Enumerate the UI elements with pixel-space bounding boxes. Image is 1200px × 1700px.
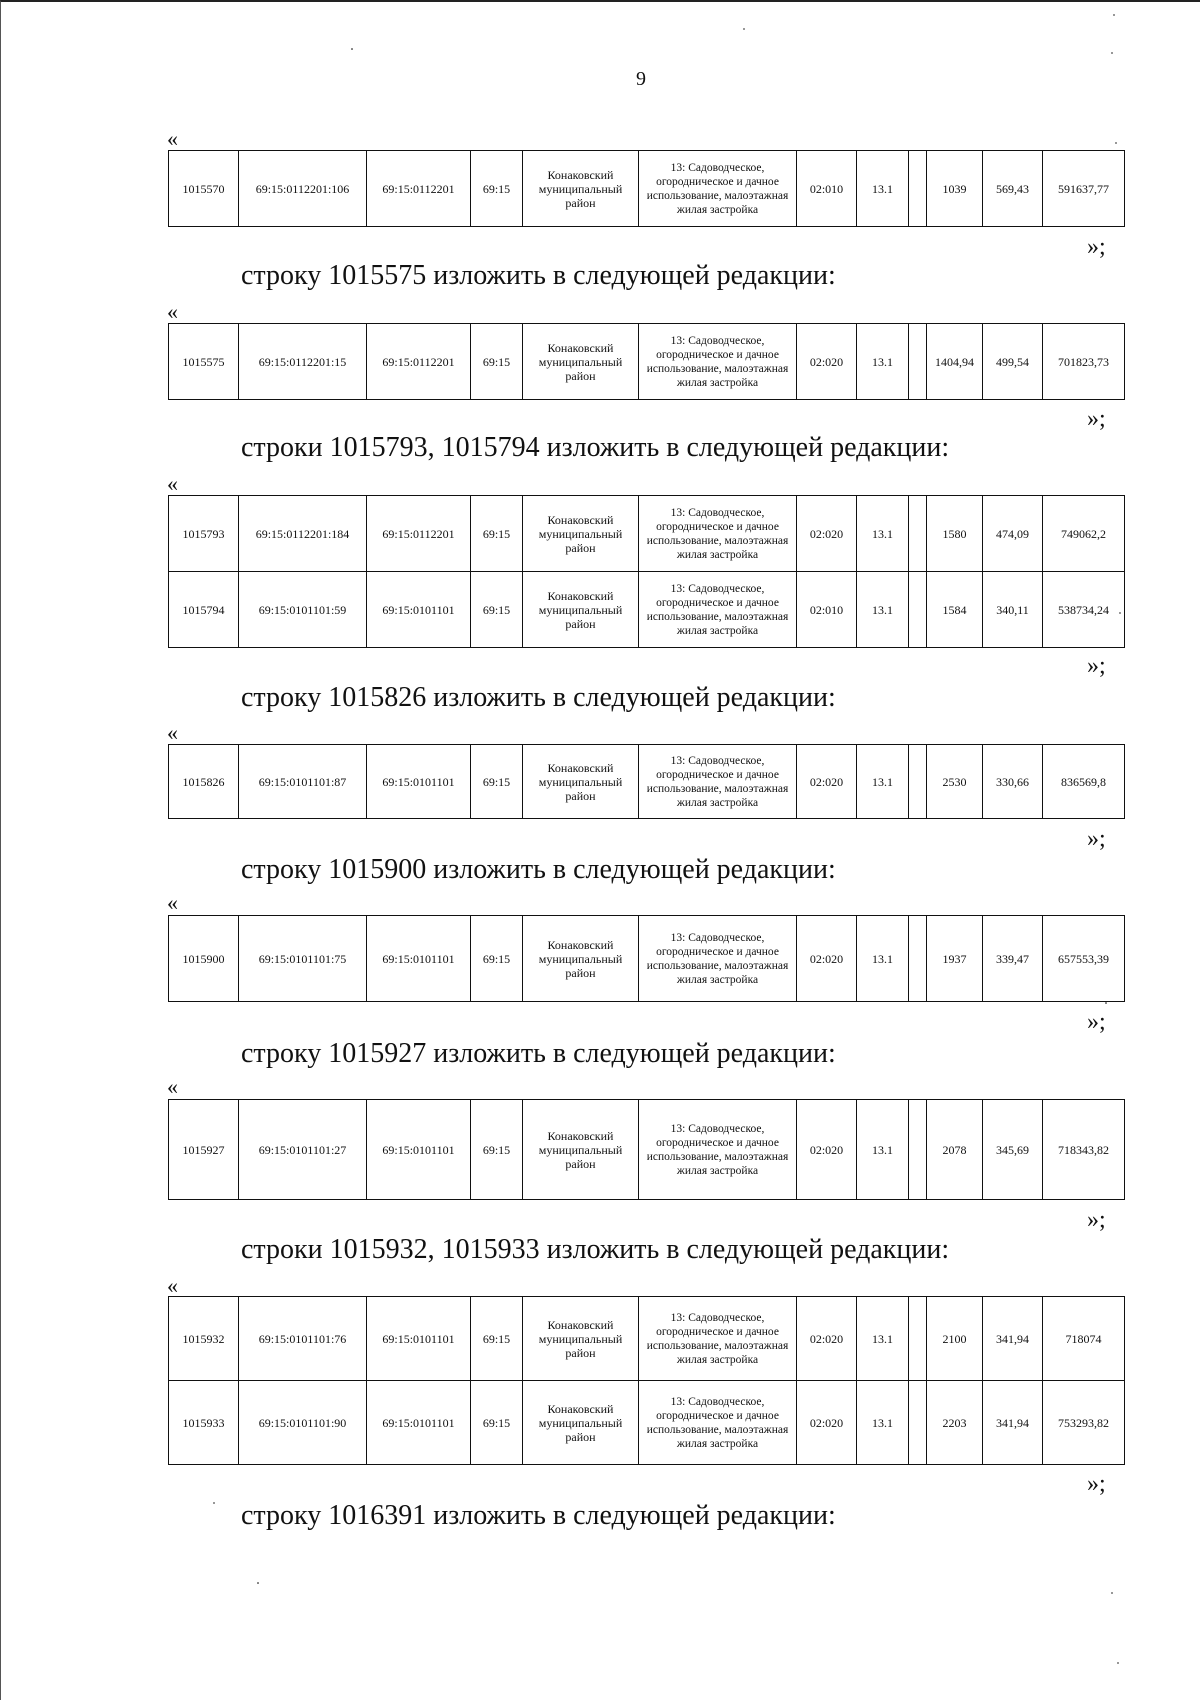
amendment-heading: строку 1015575 изложить в следующей редакции:: [241, 260, 836, 291]
amendment-heading: строку 1015900 изложить в следующей редакции:: [241, 854, 836, 885]
cadastral-table: [168, 150, 1125, 227]
cell-row-number: 1015826: [169, 745, 239, 819]
cell-cadastral-number: 69:15:0101101:75: [239, 916, 367, 1002]
scan-speck: [1119, 612, 1121, 614]
cell-area: 2203: [927, 1381, 983, 1465]
amendment-heading: строку 1015927 изложить в следующей редакции:: [241, 1038, 836, 1069]
cell-cadastral-block: 69:15:0101101: [367, 916, 471, 1002]
cell-specific-value: 474,09: [983, 496, 1043, 572]
cell-code: 02:020: [797, 496, 857, 572]
cell-municipality: Конаковский муниципальный район: [523, 324, 639, 400]
cell-usage-group: 13: Садоводческое, огородническое и дачное использование, малоэтажная жилая застройка: [639, 572, 797, 648]
cell-cadastral-block: 69:15:0101101: [367, 572, 471, 648]
cell-cadastral-value: 753293,82: [1043, 1381, 1125, 1465]
cell-subgroup: 13.1: [857, 1381, 909, 1465]
cell-district-code: 69:15: [471, 1297, 523, 1381]
cell-cadastral-block: 69:15:0101101: [367, 1100, 471, 1200]
amendment-heading: строки 1015793, 1015794 изложить в следующей редакции:: [241, 432, 950, 463]
cell-row-number: 1015570: [169, 151, 239, 227]
cell-cadastral-value: 836569,8: [1043, 745, 1125, 819]
cell-area: 2078: [927, 1100, 983, 1200]
cell-subgroup: 13.1: [857, 1297, 909, 1381]
scan-speck: [1115, 142, 1117, 144]
cell-subgroup: 13.1: [857, 572, 909, 648]
cell-subgroup: 13.1: [857, 324, 909, 400]
table-row: [169, 572, 1125, 648]
cell-code: 02:020: [797, 1297, 857, 1381]
cell-code: 02:020: [797, 1100, 857, 1200]
scan-speck: [1117, 1662, 1119, 1664]
cell-code: 02:020: [797, 916, 857, 1002]
cell-empty-cell: [909, 1100, 927, 1200]
cell-municipality: Конаковский муниципальный район: [523, 1297, 639, 1381]
cell-area: 1039: [927, 151, 983, 227]
scan-speck: [1111, 1592, 1113, 1594]
cell-district-code: 69:15: [471, 1100, 523, 1200]
opening-quote: «: [167, 299, 178, 324]
table-row: [169, 1381, 1125, 1465]
cell-usage-group: 13: Садоводческое, огородническое и дачное использование, малоэтажная жилая застройка: [639, 745, 797, 819]
scan-speck: [351, 48, 353, 50]
cell-cadastral-block: 69:15:0112201: [367, 324, 471, 400]
cadastral-table: [168, 915, 1125, 1002]
cell-cadastral-block: 69:15:0101101: [367, 745, 471, 819]
cell-municipality: Конаковский муниципальный район: [523, 1381, 639, 1465]
cell-specific-value: 499,54: [983, 324, 1043, 400]
cell-specific-value: 345,69: [983, 1100, 1043, 1200]
cell-usage-group: 13: Садоводческое, огородническое и дачное использование, малоэтажная жилая застройка: [639, 1100, 797, 1200]
amendment-heading: строку 1016391 изложить в следующей редакции:: [241, 1500, 836, 1531]
scan-speck: [1111, 52, 1113, 54]
table-row: [169, 1100, 1125, 1200]
cell-empty-cell: [909, 151, 927, 227]
cell-code: 02:020: [797, 324, 857, 400]
table-row: [169, 151, 1125, 227]
closing-quote: »;: [1087, 234, 1106, 260]
cell-cadastral-value: 657553,39: [1043, 916, 1125, 1002]
cell-specific-value: 341,94: [983, 1381, 1043, 1465]
cell-row-number: 1015793: [169, 496, 239, 572]
cell-cadastral-number: 69:15:0112201:184: [239, 496, 367, 572]
opening-quote: «: [167, 471, 178, 496]
cell-specific-value: 340,11: [983, 572, 1043, 648]
cell-subgroup: 13.1: [857, 745, 909, 819]
cell-area: 2530: [927, 745, 983, 819]
cell-empty-cell: [909, 324, 927, 400]
cell-specific-value: 569,43: [983, 151, 1043, 227]
cell-district-code: 69:15: [471, 916, 523, 1002]
cell-municipality: Конаковский муниципальный район: [523, 572, 639, 648]
closing-quote: »;: [1087, 826, 1106, 852]
scan-speck: [1113, 14, 1115, 16]
cell-usage-group: 13: Садоводческое, огородническое и дачное использование, малоэтажная жилая застройка: [639, 1297, 797, 1381]
scan-speck: [257, 1582, 259, 1584]
cell-cadastral-number: 69:15:0101101:90: [239, 1381, 367, 1465]
cell-subgroup: 13.1: [857, 916, 909, 1002]
amendment-heading: строку 1015826 изложить в следующей редакции:: [241, 682, 836, 713]
cell-cadastral-number: 69:15:0112201:15: [239, 324, 367, 400]
cell-row-number: 1015927: [169, 1100, 239, 1200]
cell-area: 1584: [927, 572, 983, 648]
cell-cadastral-value: 718343,82: [1043, 1100, 1125, 1200]
cell-municipality: Конаковский муниципальный район: [523, 745, 639, 819]
cell-cadastral-value: 718074: [1043, 1297, 1125, 1381]
cell-specific-value: 339,47: [983, 916, 1043, 1002]
cell-cadastral-value: 538734,24: [1043, 572, 1125, 648]
opening-quote: «: [167, 1273, 178, 1298]
cell-cadastral-block: 69:15:0101101: [367, 1381, 471, 1465]
closing-quote: »;: [1087, 1471, 1106, 1497]
table-row: [169, 745, 1125, 819]
cell-municipality: Конаковский муниципальный район: [523, 496, 639, 572]
cell-area: 1937: [927, 916, 983, 1002]
cell-cadastral-value: 749062,2: [1043, 496, 1125, 572]
cadastral-table: [168, 495, 1125, 648]
cadastral-table: [168, 1296, 1125, 1465]
cell-usage-group: 13: Садоводческое, огородническое и дачное использование, малоэтажная жилая застройка: [639, 324, 797, 400]
cell-usage-group: 13: Садоводческое, огородническое и дачное использование, малоэтажная жилая застройка: [639, 496, 797, 572]
cell-empty-cell: [909, 572, 927, 648]
opening-quote: «: [167, 720, 178, 745]
closing-quote: »;: [1087, 1207, 1106, 1233]
cell-cadastral-number: 69:15:0101101:76: [239, 1297, 367, 1381]
cell-district-code: 69:15: [471, 572, 523, 648]
cadastral-table: [168, 1099, 1125, 1200]
cell-area: 2100: [927, 1297, 983, 1381]
cell-cadastral-number: 69:15:0101101:59: [239, 572, 367, 648]
opening-quote: «: [167, 890, 178, 915]
scan-speck: [1105, 1002, 1107, 1004]
cell-row-number: 1015932: [169, 1297, 239, 1381]
cell-empty-cell: [909, 1381, 927, 1465]
cell-usage-group: 13: Садоводческое, огородническое и дачное использование, малоэтажная жилая застройка: [639, 1381, 797, 1465]
cell-district-code: 69:15: [471, 324, 523, 400]
closing-quote: »;: [1087, 1009, 1106, 1035]
cadastral-table: [168, 744, 1125, 819]
cell-cadastral-number: 69:15:0112201:106: [239, 151, 367, 227]
cell-row-number: 1015933: [169, 1381, 239, 1465]
cell-code: 02:020: [797, 745, 857, 819]
cell-cadastral-block: 69:15:0101101: [367, 1297, 471, 1381]
cell-subgroup: 13.1: [857, 151, 909, 227]
table-row: [169, 324, 1125, 400]
cell-district-code: 69:15: [471, 745, 523, 819]
cell-municipality: Конаковский муниципальный район: [523, 151, 639, 227]
cell-empty-cell: [909, 916, 927, 1002]
opening-quote: «: [167, 1074, 178, 1099]
amendment-heading: строки 1015932, 1015933 изложить в следующей редакции:: [241, 1234, 950, 1265]
cell-usage-group: 13: Садоводческое, огородническое и дачное использование, малоэтажная жилая застройка: [639, 151, 797, 227]
cell-area: 1580: [927, 496, 983, 572]
table-row: [169, 496, 1125, 572]
cell-empty-cell: [909, 496, 927, 572]
cell-subgroup: 13.1: [857, 1100, 909, 1200]
cell-cadastral-value: 701823,73: [1043, 324, 1125, 400]
opening-quote: «: [167, 126, 178, 151]
cell-cadastral-number: 69:15:0101101:27: [239, 1100, 367, 1200]
table-row: [169, 916, 1125, 1002]
cell-cadastral-block: 69:15:0112201: [367, 496, 471, 572]
cell-cadastral-number: 69:15:0101101:87: [239, 745, 367, 819]
cell-usage-group: 13: Садоводческое, огородническое и дачное использование, малоэтажная жилая застройка: [639, 916, 797, 1002]
cell-row-number: 1015575: [169, 324, 239, 400]
cell-municipality: Конаковский муниципальный район: [523, 916, 639, 1002]
scan-speck: [743, 28, 745, 30]
cell-empty-cell: [909, 745, 927, 819]
cadastral-table: [168, 323, 1125, 400]
cell-cadastral-block: 69:15:0112201: [367, 151, 471, 227]
cell-empty-cell: [909, 1297, 927, 1381]
cell-specific-value: 341,94: [983, 1297, 1043, 1381]
cell-area: 1404,94: [927, 324, 983, 400]
scan-speck: [213, 1502, 215, 1504]
cell-district-code: 69:15: [471, 151, 523, 227]
closing-quote: »;: [1087, 653, 1106, 679]
cell-municipality: Конаковский муниципальный район: [523, 1100, 639, 1200]
cell-cadastral-value: 591637,77: [1043, 151, 1125, 227]
cell-code: 02:020: [797, 1381, 857, 1465]
cell-row-number: 1015794: [169, 572, 239, 648]
page-number: 9: [636, 68, 646, 90]
cell-subgroup: 13.1: [857, 496, 909, 572]
cell-row-number: 1015900: [169, 916, 239, 1002]
cell-code: 02:010: [797, 572, 857, 648]
cell-district-code: 69:15: [471, 496, 523, 572]
cell-specific-value: 330,66: [983, 745, 1043, 819]
closing-quote: »;: [1087, 406, 1106, 432]
table-row: [169, 1297, 1125, 1381]
cell-code: 02:010: [797, 151, 857, 227]
cell-district-code: 69:15: [471, 1381, 523, 1465]
